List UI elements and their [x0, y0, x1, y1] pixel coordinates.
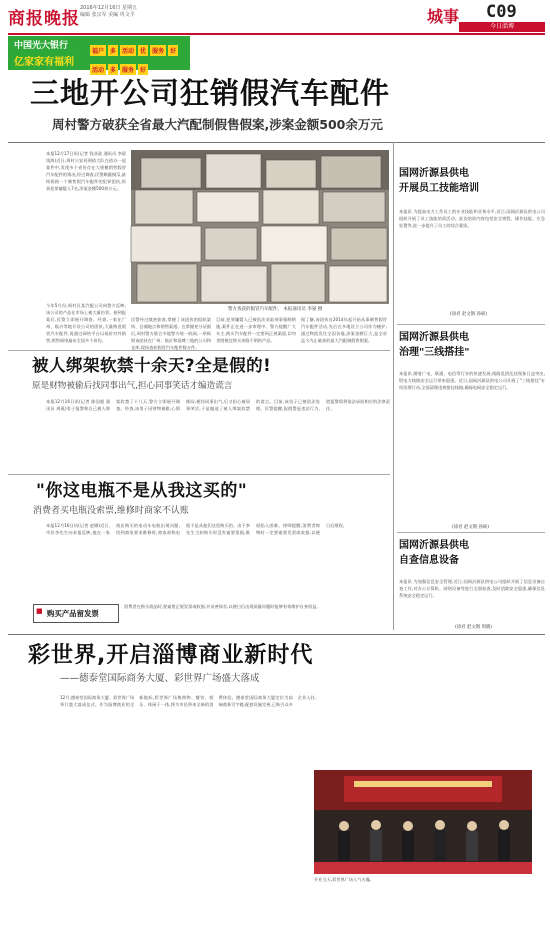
sidebar-item3-title: 国网沂源县供电 自查信息设备 — [399, 540, 469, 566]
page-number: C09 — [486, 2, 517, 22]
sidebar-item1-author: (徐君 赵文钢 孙硕) — [450, 312, 487, 317]
story4-photo-caption: 开业当天,彩世界广场人气火爆。 — [314, 877, 374, 882]
masthead-rule — [8, 33, 545, 35]
story3-body: 本报12月16日讯(记者 赵娜)近日,市民李先生向本报反映,他在一家商店购买的电动车电瓶出现问题,找到商家要求维修时,商家却称电瓶不是从他们这里购买的。由于李先生当初购买时没有索要票据,维权陷入困难。律师提醒,消费者购物时一定要索要发票或收据,以便日后维权。 — [46, 523, 347, 536]
issue-date: 2016年12月16日 星期五 — [80, 5, 138, 11]
story3-subtitle: 消费者买电瓶没索票,维修时商家不认账 — [33, 506, 189, 516]
story1-rule — [8, 142, 545, 143]
story3-title: "你这电瓶不是从我这买的" — [36, 481, 248, 501]
sidebar-divider — [393, 142, 394, 630]
promo-tags — [89, 38, 189, 76]
car-parts-photo-image — [131, 150, 389, 304]
section-name: 城事 — [427, 7, 460, 26]
promo-tag: 优 — [138, 45, 148, 56]
story2-title: 被人绑架软禁十余天?全是假的! — [32, 356, 272, 375]
subsection-label: 今日淄博 — [489, 23, 514, 30]
story1-subtitle: 周村警方破获全省最大汽配制假售假案,涉案金额500余万元 — [52, 117, 383, 132]
story2-rule — [8, 350, 390, 351]
promo-tag: 好 — [138, 64, 148, 75]
promo-tag: 多 — [108, 64, 118, 75]
story4-subtitle: ——德泰堂国际商务大厦、彩世界广场盛大落成 — [60, 673, 260, 684]
story1-title: 三地开公司狂销假汽车配件 — [30, 76, 391, 110]
sidebar-rule-2 — [397, 532, 545, 533]
sidebar-item1-text: 本报讯 为提高电力工作员工的专业技能和业务水平,近日,国网沂源县供电公司组织开展了员工技能培训活动。此次培训内容包括安全规程、操作技能、应急处置等,进一步提升了员工的综合素质。 — [399, 209, 545, 229]
promo-tag: 服务 — [150, 45, 166, 56]
story1-col5: 据了解,该团伙自2014年起开始从事制售假冒汽车配件活动,先后在多地设立公司作为掩护,通过物流发往全国各地,涉案金额巨大,是全省迄今为止破获的最大汽配制假售假案。 — [301, 317, 387, 344]
subsection-bar — [459, 22, 545, 32]
plaza-opening-photo — [314, 770, 532, 874]
story1-photo-caption: 警方查获的假冒汽车配件。 本报通讯员 李晏 摄 — [228, 307, 323, 312]
sidebar-rule-1 — [397, 324, 545, 325]
story1-col2a: 今年5月份,周村区某汽配公司向警方反映,该公司的产品在市场上被大量仿冒。接到报案后,民警立即展开调查。经查,一家在广州、临沂等地开设公司的团伙,大量购进假冒汽车配件,再通过网络平台以低价对外销售,销售网络遍布全国多个省份。 — [46, 303, 126, 344]
column-tag-label: 购买产品留发票 — [47, 609, 99, 618]
story1-col4: 目前,犯罪嫌疑人已被依法采取刑事强制措施,案件正在进一步审理中。警方提醒广大车主,购买汽车配件一定要到正规渠道,切勿贪图便宜购买来路不明的产品。 — [216, 317, 296, 344]
sidebar-item3-author: (徐君 赵文钢 周晓) — [455, 625, 492, 630]
column-note: 消费者在购买商品时,要索要正规发票或收据,并妥善保存,以便日后出现质量问题时能够有效维护自身权益。 — [124, 604, 321, 609]
promo-line1: 中国光大银行 — [14, 41, 69, 51]
promo-tag: 活动 — [120, 45, 136, 56]
story2-subtitle: 原是财物被偷后找同事出气,担心同事笑话才编造谎言 — [32, 381, 233, 391]
issue-info — [80, 5, 280, 19]
column-tag-box — [33, 604, 119, 623]
story4-title: 彩世界,开启淄博商业新时代 — [28, 643, 314, 668]
promo-line2: 亿家家有福利 — [14, 57, 74, 68]
story4-rule — [8, 634, 545, 635]
sidebar-item2-author: (徐君 赵文钢 孙硕) — [452, 525, 489, 530]
column-tag-marker: ■ — [36, 607, 43, 615]
story1-lead: 本报12月17日讯(记者 钱业政 通讯员 李晏 钱海)近日,周村公安局刑侦大队在侦办一起案件中,发现多个省份存在大规模销售假冒汽车配件的情况,经过调查,民警顺藤摸瓜,最终捣毁一个制售假汽车配件的犯罪团伙,抓获犯罪嫌疑人7名,涉案金额500余万元。 — [46, 151, 126, 192]
promo-banner — [8, 36, 190, 74]
newspaper-logo: 商报晚报 — [8, 9, 80, 29]
sidebar-item2-title: 国网沂源县供电 治理"三线搭挂" — [399, 332, 470, 358]
car-parts-photo — [131, 150, 389, 304]
story2-body: 本报12月16日讯(记者 陈国超 通讯员 周燕)男子报警称自己被人绑架软禁了十几天,警方立即展开调查。经查,该男子因财物被偷,心情郁闷,便找同事出气,后又担心被同事笑话,于是编造了被人绑架软禁的谎言。目前,该男子已被依法处理。民警提醒,报假警是违法行为,谎报警情将依法承担相应的法律责任。 — [46, 399, 390, 412]
story4-body: 12月,德泰堂国际商务大厦、彩世界广场举行盛大落成仪式。作为淄博商业的全新地标,彩世界广场集购物、餐饮、娱乐、休闲于一体,将为市民带来全新的消费体验。德泰堂国际商务大厦定位为高端商务写字楼,配套设施完善,已吸引众多企业入驻。 — [60, 695, 319, 708]
plaza-opening-photo-image — [314, 770, 532, 874]
sidebar-item2-text: 本报讯 随着广电、联通、电信等行业的快速发展,线路乱搭乱挂现象日益突出,给电力线路安全运行带来隐患。近日,国网沂源县供电公司开展了"三线搭挂"专项治理行动,全面清理违规搭挂线路,确保电网安全稳定运行。 — [399, 371, 545, 391]
promo-tag: 福户 — [90, 45, 106, 56]
issue-editor: 编辑 张宗军 美编 巩文平 — [80, 12, 135, 18]
promo-tag: 好 — [168, 45, 178, 56]
promo-tag: 多 — [108, 45, 118, 56]
story3-rule — [8, 474, 390, 475]
story1-col3: 民警经过缜密侦查,掌握了该团伙的组织架构、仓储地点和销售渠道。在掌握充分证据后,周村警方联合多地警方统一收网,一举捣毁该团伙在广州、临沂和淄博三地的公司和仓库,现场查获假冒汽车配件数万件。 — [131, 317, 211, 351]
promo-tag: 活动 — [90, 64, 106, 75]
sidebar-item1-title: 国网沂源县供电 开展员工技能培训 — [399, 168, 479, 194]
promo-tag: 服务 — [120, 64, 136, 75]
sidebar-item3-text: 本报讯 为加强信息安全管理,近日,国网沂源县供电公司组织开展了信息设备自查工作,对办公计算机、网络设备等进行全面检查,及时消除安全隐患,确保信息系统安全稳定运行。 — [399, 579, 545, 599]
